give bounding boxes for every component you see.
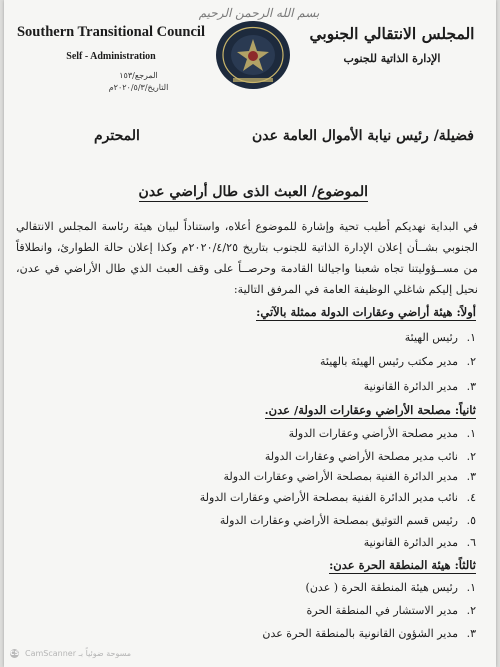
list-item: ٣.مدير الدائرة الفنية بمصلحة الأراضي وعقارات الدولة xyxy=(223,470,476,483)
list-item: ٣.مدير الشؤون القانونية بالمنطقة الحرة عدن xyxy=(262,627,476,640)
scanner-watermark xyxy=(10,649,131,658)
section-title-3: ثالثاً: هيئة المنطقة الحرة عدن: xyxy=(329,558,476,572)
section-title-1: أولاً: هيئة أراضي وعقارات الدولة ممثلة بالآتي: xyxy=(256,305,476,319)
reference-block xyxy=(16,70,206,94)
camscanner-logo-icon: CS xyxy=(10,650,19,657)
list-item: ١.مدير مصلحة الأراضي وعقارات الدولة xyxy=(288,427,476,440)
list-item: ١.رئيس الهيئة xyxy=(404,331,476,344)
reference-number: المرجع/١٥٣ xyxy=(119,71,158,80)
scanner-text: CamScanner مسوحة ضوئياً بـ xyxy=(25,649,132,658)
honorific: المحترم xyxy=(94,128,140,144)
document-page xyxy=(4,0,496,667)
list-item: ٢.مدير الاستشار في المنطقة الحرة xyxy=(306,604,476,617)
list-item: ٣.مدير الدائرة القانونية xyxy=(363,380,476,393)
section-title-2: ثانياً: مصلحة الأراضي وعقارات الدولة/ عدن. xyxy=(264,403,476,417)
list-item: ٢.نائب مدير مصلحة الأراضي وعقارات الدولة xyxy=(264,450,476,463)
list-item: ١.رئيس هيئة المنطقة الحرة ( عدن) xyxy=(305,581,476,594)
list-item: ٦.مدير الدائرة القانونية xyxy=(363,536,476,549)
reference-date: التاريخ/٢٠٢٠/٥/٣م xyxy=(108,83,169,92)
subject-line: الموضوع/ العبث الذى طال أراضي عدن xyxy=(138,184,368,200)
basmala-calligraphy: بسم الله الرحمن الرحيم xyxy=(198,6,320,20)
intro-paragraph: في البداية نهديكم أطيب تحية وإشارة للموضوع أعلاه، واستناداً لبيان هيئة رئاسة المجلس الانتقالي الجنوبي بشــأن إعلان الإدارة الذاتية للجنوب بتاريخ ٢٠٢٠/٤/٢٥م وكذا إعلان حالة الطوارئ، وانطلاقاً من مســؤوليتنا تجاه شعبنا واجيالنا القادمة وحرصــاً على وقف العبث الذي طال الأراضي في عدن، نحيل إليكم شاغلي الوظيفة العامة في المرفق التالية: xyxy=(16,220,478,296)
list-item: ٤.نائب مدير الدائرة الفنية بمصلحة الأراضي وعقارات الدولة xyxy=(199,491,476,504)
english-org-title: Southern Transitional Council xyxy=(16,24,205,40)
header-english-block xyxy=(16,24,206,94)
header-arabic-block xyxy=(302,24,482,65)
council-emblem-icon xyxy=(213,18,293,92)
list-item: ٥.رئيس قسم التوثيق بمصلحة الأراضي وعقارات الدولة xyxy=(219,514,476,527)
arabic-org-subtitle: الإدارة الذاتية للجنوب xyxy=(343,52,441,65)
english-org-subtitle: Self - Administration xyxy=(66,51,156,62)
arabic-org-title: المجلس الانتقالي الجنوبي xyxy=(309,24,475,43)
addressee-line xyxy=(94,128,474,144)
addressee: فضيلة/ رئيس نيابة الأموال العامة عدن xyxy=(251,128,474,144)
list-item: ٢.مدير مكتب رئيس الهيئة بالهيئة xyxy=(320,355,476,368)
